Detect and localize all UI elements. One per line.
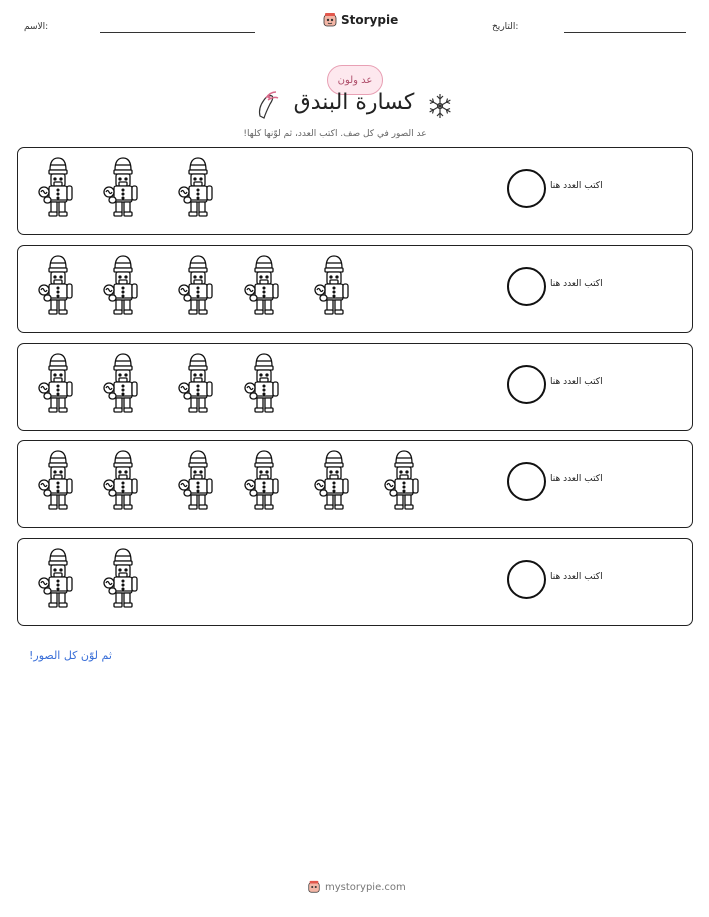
answer-label: اكتب العدد هنا: [550, 279, 603, 289]
count-row: [17, 538, 693, 626]
count-row: [17, 343, 693, 431]
nutcracker-icon: [178, 254, 218, 316]
name-label: الاسم:: [24, 22, 49, 32]
nutcracker-icon: [38, 449, 78, 511]
nutcracker-icon: [103, 449, 143, 511]
answer-circle[interactable]: [507, 560, 546, 599]
nutcracker-icon: [244, 254, 284, 316]
worksheet-header: [0, 0, 709, 50]
nutcracker-icon: [38, 156, 78, 218]
nutcracker-icon: [38, 254, 78, 316]
count-row: [17, 147, 693, 235]
figure-group: [18, 148, 498, 234]
activity-badge: عد ولون: [327, 65, 383, 95]
nutcracker-icon: [314, 449, 354, 511]
name-line: [100, 32, 255, 33]
nutcracker-icon: [38, 547, 78, 609]
nutcracker-icon: [178, 352, 218, 414]
answer-circle[interactable]: [507, 267, 546, 306]
date-line: [564, 32, 686, 33]
date-label: التاريخ:: [492, 22, 519, 32]
title-row: [254, 88, 459, 124]
instructions: عد الصور في كل صف. اكتب العدد، ثم لوّنها كلها!: [243, 129, 427, 139]
count-row: [17, 245, 693, 333]
storypie-logo-icon: [322, 12, 338, 28]
ballet-shoe-icon: [254, 88, 282, 122]
nutcracker-icon: [103, 156, 143, 218]
nutcracker-icon: [244, 352, 284, 414]
answer-circle[interactable]: [507, 169, 546, 208]
nutcracker-icon: [314, 254, 354, 316]
nutcracker-icon: [384, 449, 424, 511]
footer-url: mystorypie.com: [325, 881, 406, 893]
brand: [322, 12, 398, 28]
nutcracker-icon: [38, 352, 78, 414]
figure-group: [18, 441, 498, 527]
nutcracker-icon: [103, 254, 143, 316]
nutcracker-icon: [103, 547, 143, 609]
answer-circle[interactable]: [507, 365, 546, 404]
answer-label: اكتب العدد هنا: [550, 181, 603, 191]
answer-label: اكتب العدد هنا: [550, 377, 603, 387]
nutcracker-icon: [103, 352, 143, 414]
nutcracker-icon: [178, 156, 218, 218]
brand-name: Storypie: [341, 13, 399, 27]
figure-group: [18, 246, 498, 332]
figure-group: [18, 539, 498, 625]
footer-brand: [307, 880, 406, 894]
count-row: [17, 440, 693, 528]
storypie-logo-icon: [307, 880, 321, 894]
nutcracker-icon: [178, 449, 218, 511]
footer-note: ثم لوّن كل الصور!: [29, 649, 112, 662]
answer-label: اكتب العدد هنا: [550, 474, 603, 484]
answer-circle[interactable]: [507, 462, 546, 501]
answer-label: اكتب العدد هنا: [550, 572, 603, 582]
page-title: كسارة البندق: [293, 90, 415, 115]
snowflake-icon: [426, 92, 454, 120]
figure-group: [18, 344, 498, 430]
nutcracker-icon: [244, 449, 284, 511]
